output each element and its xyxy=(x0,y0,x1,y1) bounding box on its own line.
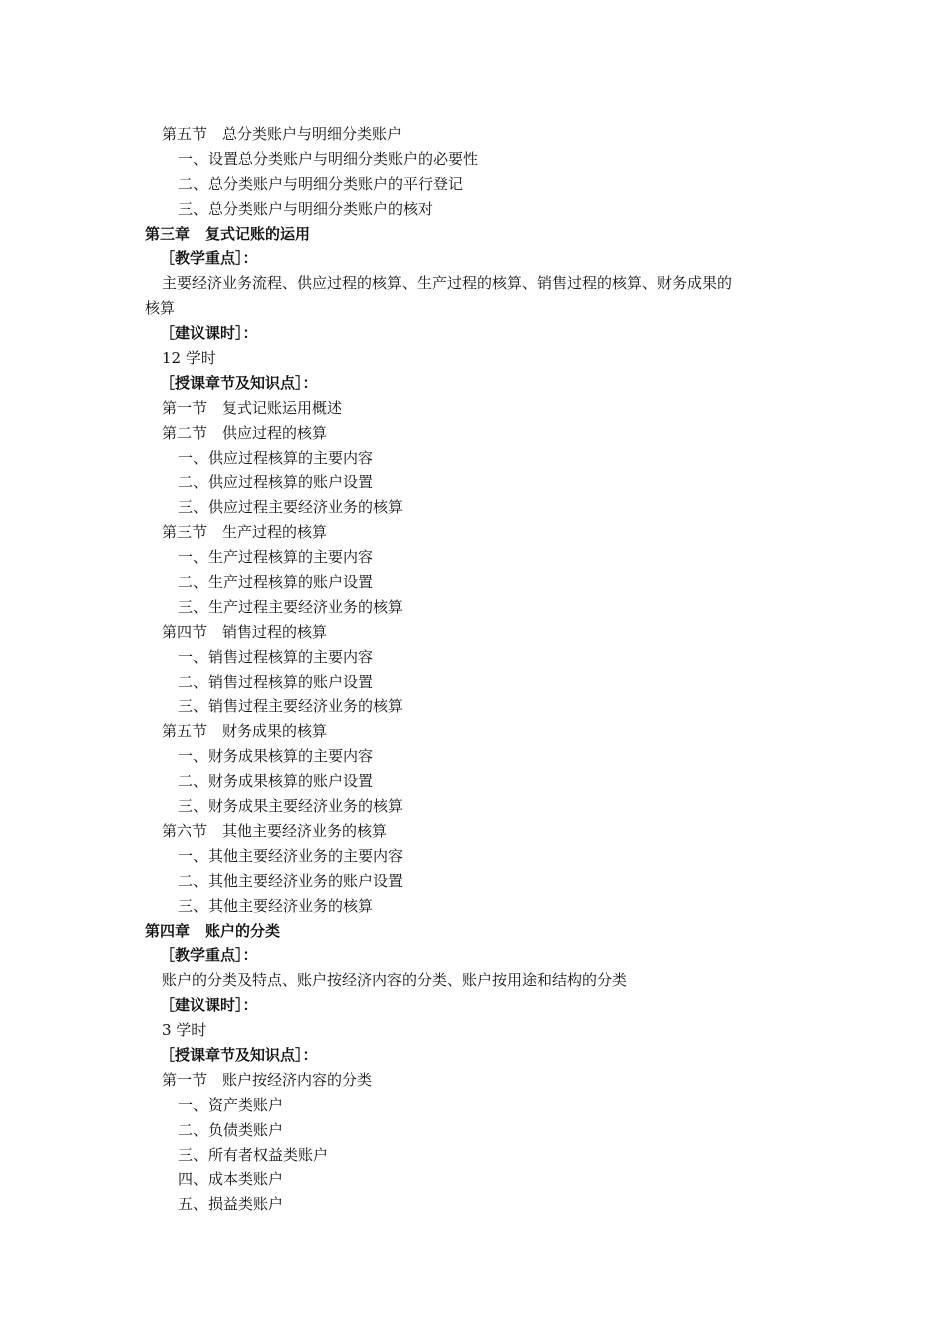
list-item: 四、成本类账户 xyxy=(178,1170,284,1189)
list-item: 二、总分类账户与明细分类账户的平行登记 xyxy=(178,174,464,193)
list-item: 一、生产过程核算的主要内容 xyxy=(178,548,374,567)
section-heading: 第五节 财务成果的核算 xyxy=(162,722,328,741)
list-item: 二、负债类账户 xyxy=(178,1120,284,1139)
section-heading: 第一节 账户按经济内容的分类 xyxy=(162,1070,373,1089)
section-label: ［建议课时］： xyxy=(160,996,258,1015)
list-item: 一、供应过程核算的主要内容 xyxy=(178,448,374,467)
list-item: 一、财务成果核算的主要内容 xyxy=(178,747,374,766)
body-text: 3 学时 xyxy=(162,1021,207,1040)
chapter-heading: 第四章 账户的分类 xyxy=(145,921,281,940)
list-item: 二、其他主要经济业务的账户设置 xyxy=(178,871,404,890)
body-text: 12 学时 xyxy=(162,349,216,368)
section-label: ［教学重点］： xyxy=(160,249,258,268)
body-text: 账户的分类及特点、账户按经济内容的分类、账户按用途和结构的分类 xyxy=(162,971,628,990)
section-label: ［授课章节及知识点］： xyxy=(160,1045,318,1064)
section-heading: 第四节 销售过程的核算 xyxy=(162,622,328,641)
list-item: 一、资产类账户 xyxy=(178,1095,284,1114)
chapter-heading: 第三章 复式记账的运用 xyxy=(145,224,311,243)
section-label: ［教学重点］： xyxy=(160,946,258,965)
list-item: 三、销售过程主要经济业务的核算 xyxy=(178,697,404,716)
list-item: 二、财务成果核算的账户设置 xyxy=(178,772,374,791)
list-item: 三、供应过程主要经济业务的核算 xyxy=(178,498,404,517)
list-item: 二、供应过程核算的账户设置 xyxy=(178,473,374,492)
body-text: 主要经济业务流程、供应过程的核算、生产过程的核算、销售过程的核算、财务成果的 xyxy=(162,274,733,293)
list-item: 一、其他主要经济业务的主要内容 xyxy=(178,846,404,865)
list-item: 三、生产过程主要经济业务的核算 xyxy=(178,597,404,616)
section-heading: 第三节 生产过程的核算 xyxy=(162,523,328,542)
section-label: ［授课章节及知识点］： xyxy=(160,373,318,392)
list-item: 一、设置总分类账户与明细分类账户的必要性 xyxy=(178,149,479,168)
list-item: 五、损益类账户 xyxy=(178,1195,284,1214)
list-item: 三、财务成果主要经济业务的核算 xyxy=(178,797,404,816)
section-heading: 第二节 供应过程的核算 xyxy=(162,423,328,442)
body-text-continuation: 核算 xyxy=(145,299,176,318)
list-item: 三、其他主要经济业务的核算 xyxy=(178,896,374,915)
list-item: 三、所有者权益类账户 xyxy=(178,1145,329,1164)
list-item: 二、生产过程核算的账户设置 xyxy=(178,573,374,592)
section-heading: 第一节 复式记账运用概述 xyxy=(162,398,343,417)
document-page xyxy=(0,122,950,1217)
list-item: 一、销售过程核算的主要内容 xyxy=(178,647,374,666)
section-heading: 第六节 其他主要经济业务的核算 xyxy=(162,821,388,840)
section-heading: 第五节 总分类账户与明细分类账户 xyxy=(162,125,403,143)
section-label: ［建议课时］： xyxy=(160,324,258,343)
list-item: 三、总分类账户与明细分类账户的核对 xyxy=(178,199,434,218)
list-item: 二、销售过程核算的账户设置 xyxy=(178,672,374,691)
